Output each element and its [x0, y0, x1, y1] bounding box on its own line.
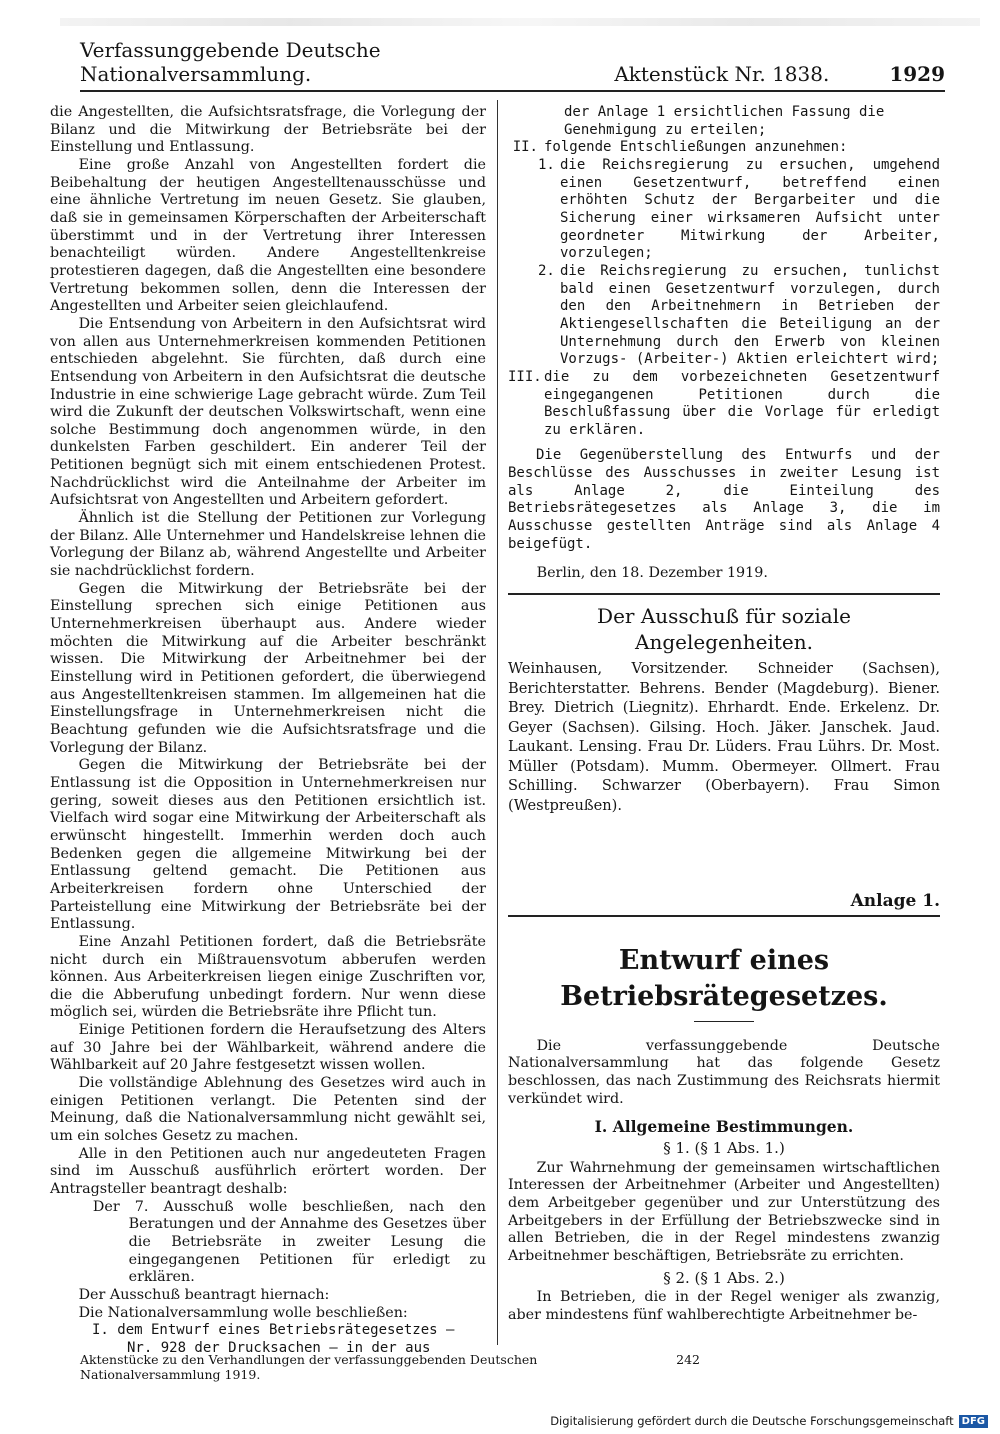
motion-item-2-text: folgende Entschließungen anzunehmen: [544, 139, 848, 156]
left-paragraph: Die vollständige Ablehnung des Gesetzes wird auch in einigen Petitionen verlangt. Die Petenten sind der Meinung, daß die Nationalversammlung nicht gewählt sei, um ein solches Gesetz zu machen. [50, 1075, 486, 1145]
left-paragraph: Gegen die Mitwirkung der Betriebsräte bei der Einstellung sprechen sich einige Petitionen aus Unternehmerkreisen überhaupt aus. Andere wieder möchten die Mitwirkung auf die Arbeiter beschränkt wissen. Die Mitwirkung der Arbeitnehmer bei der Einstellung wird in Petitionen gefordert, die überwiegend aus Angestelltenkreisen stammen. Im allgemeinen hat die Einstellungsfrage in Unternehmerkreisen nicht die Beachtung gefunden wie die Aufsichtsratsfrage und die Vorlegung der Bilanz. [50, 580, 486, 756]
resolution-item [508, 263, 940, 369]
motion-item-3-text: die zu dem vorbezeichneten Gesetzentwurf eingegangenen Petitionen durch die Beschlußfassung über die Vorlage für erledigt zu erklären. [544, 368, 940, 438]
running-header [80, 38, 945, 92]
left-paragraph: Alle in den Petitionen auch nur angedeuteten Fragen sind im Ausschuß ausführlich erörtert worden. Der Antragsteller beantragt deshalb: [50, 1145, 486, 1198]
section-heading: I. Allgemeine Bestimmungen. [594, 1117, 854, 1137]
left-paragraph: Die Nationalversammlung wolle beschließen: [78, 1304, 408, 1321]
motion-item-1-continued: der Anlage 1 ersichtlichen Fassung die Genehmigung zu erteilen; [564, 104, 885, 138]
roman-numeral: III. [508, 368, 542, 385]
committee-members: Weinhausen, Vorsitzender. Schneider (Sachsen), Berichterstatter. Behrens. Bender (Magdeburg). Biener. Brey. Dietrich (Liegnitz). Ehrhardt. Ende. Erkelenz. Dr. Geyer (Sachsen). Gilsing. Hoch. Jäker. Janschek. Jaud. Laukant. Lensing. Frau Dr. Lüders. Frau Lührs. Dr. Most. Müller (Potsdam). Mumm. Obermeyer. Ollmert. Frau Schilling. Schwarzer (Oberbayern). Frau Simon (Westpreußen). [508, 660, 940, 814]
anlage-rule [508, 915, 940, 917]
left-paragraph: Der 7. Ausschuß wolle beschließen, nach den Beratungen und der Annahme des Gesetzes über die Betriebsräte in zweiter Lesung die eingegangenen Petitionen für erledigt zu erklären. [92, 1198, 486, 1286]
footer-text: Aktenstücke zu den Verhandlungen der verfassunggebenden Deutschen Nationalversammlung 1919. [80, 1352, 538, 1382]
resolution-number: 2. [538, 262, 555, 279]
right-column [508, 104, 940, 1325]
anlage-title: Entwurf eines Betriebsrätegesetzes. [560, 944, 888, 1012]
motion-item-2 [508, 139, 940, 157]
left-paragraph: Gegen die Mitwirkung der Betriebsräte bei der Entlassung ist die Opposition in Unternehmerkreisen nur gering, soweit dieses aus den Petitionen ersichtlich ist. Vielfach wird sogar eine Mitwirkung der Arbeiterschaft als erwünscht hingestellt. Immerhin werden doch auch Bedenken gegen die allgemeine Mitwirkung bei der Entlassung geltend gemacht. Die Petitionen aus Arbeiterkreisen fordern ohne Unterschied der Parteistellung eine Mitwirkung der Betriebsräte bei der Entlassung. [50, 757, 486, 933]
left-paragraph: die Angestellten, die Aufsichtsratsfrage, die Vorlegung der Bilanz und die Mitwirkung der Betriebsräte bei der Einstellung und Entlassung. [50, 104, 486, 156]
resolution-text: die Reichsregierung zu ersuchen, umgehend einen Gesetzentwurf, betreffend einen erhöhten Schutz der Bergarbeiter und die Sicherung einer wirksameren Aufsicht unter geordneter Mitwirkung der Arbeiter, vorzulegen; [560, 156, 940, 262]
dfg-logo: DFG [959, 1415, 988, 1428]
roman-numeral: II. [512, 139, 538, 156]
left-paragraphs [50, 104, 486, 1322]
page-footer [80, 1352, 940, 1382]
column-divider [497, 100, 498, 1345]
header-page-number: 1929 [889, 62, 945, 86]
paragraph-2-heading: § 2. (§ 1 Abs. 2.) [663, 1268, 785, 1287]
left-column [50, 104, 486, 1358]
anlage-label: Anlage 1. [850, 891, 940, 912]
motion-block [508, 104, 940, 553]
motion-item-3 [508, 369, 940, 440]
credit-text: Digitalisierung gefördert durch die Deutsche Forschungsgemeinschaft [550, 1414, 954, 1428]
annex-note: Die Gegenüberstellung des Entwurfs und der Beschlüsse des Ausschusses in zweiter Lesung ist als Anlage 2, die Einteilung des Betriebsrätegesetzes als Anlage 3, die im Ausschusse gestellten Anträge sind als Anlage 4 beigefügt. [508, 447, 940, 552]
paragraph-1-heading: § 1. (§ 1 Abs. 1.) [663, 1139, 785, 1157]
motion-item-1: I. dem Entwurf eines Betriebsrätegesetzes — Nr. 928 der Drucksachen — in der aus [92, 1322, 455, 1356]
left-paragraph: Die Entsendung von Arbeitern in den Aufsichtsrat wird von allen aus Unternehmerkreisen kommenden Petitionen entschieden abgelehnt. Sie fürchten, daß durch eine Entsendung von Arbeitern in den Aufsichtsrat die deutsche Industrie in eine schwierige Lage gebracht würde. Zum Teil wird die Zukunft der deutschen Volkswirtschaft, wenn eine solche Bestimmung doch angenommen würde, in den dunkelsten Farben geschildert. Ein anderer Teil der Petitionen begnügt sich mit einem entschiedenen Protest. Nachdrücklichst wird die Anteilnahme der Arbeiter im Aufsichtsrat von Angestellten und Arbeitern gefordert. [50, 315, 486, 509]
resolution-list [508, 157, 940, 369]
header-aktenstueck: Aktenstück Nr. 1838. [614, 62, 830, 86]
footer-number: 242 [676, 1352, 700, 1367]
header-title: Verfassunggebende Deutsche Nationalversammlung. [80, 38, 381, 86]
scan-edge [60, 18, 980, 26]
digitization-credit [550, 1414, 988, 1428]
left-paragraph: Eine Anzahl Petitionen fordert, daß die Betriebsräte nicht durch ein Mißtrauensvotum abberufen werden können. Aus Arbeiterkreisen liegen einige Zuschriften vor, die die Abberufung unbedingt fordern. Nur wenn diese möglich sei, würden die Betriebsräte ihre Pflicht tun. [50, 933, 486, 1021]
left-paragraph: Einige Petitionen fordern die Heraufsetzung des Alters auf 30 Jahre bei der Wählbarkeit, während andere die Wählbarkeit auf 20 Jahre festgesetzt wissen wollen. [50, 1022, 486, 1074]
paragraph-2-text: In Betrieben, die in der Regel weniger als zwanzig, aber mindestens fünf wahlberechtigte Arbeitnehmer be- [508, 1289, 940, 1323]
title-rule [694, 1021, 754, 1022]
paragraph-1-text: Zur Wahrnehmung der gemeinsamen wirtschaftlichen Interessen der Arbeitnehmer (Arbeiter und Angestellten) dem Arbeitgeber gegenüber und zur Unterstützung des Arbeitgebers in der Erfüllung der Betriebszwecke sind in allen Betrieben, die in der Regel mindestens zwanzig Arbeitnehmer beschäftigen, Betriebsräte zu errichten. [508, 1159, 940, 1264]
resolution-text: die Reichsregierung zu ersuchen, tunlichst bald einen Gesetzentwurf vorzulegen, durch den den Arbeitnehmern in Betrieben der Aktiengesellschaften die Beteiligung an der Unternehmung durch den Erwerb von kleinen Vorzugs- (Arbeiter-) Aktien erleichtert wird; [560, 262, 940, 368]
committee-title: Der Ausschuß für soziale Angelegenheiten. [508, 593, 940, 655]
anlage-intro: Die verfassunggebende Deutsche Nationalversammlung hat das folgende Gesetz beschlossen, das nach Zustimmung des Reichsrats hiermit verkündet wird. [508, 1037, 940, 1107]
left-paragraph: Der Ausschuß beantragt hiernach: [78, 1286, 330, 1303]
left-paragraph: Ähnlich ist die Stellung der Petitionen zur Vorlegung der Bilanz. Alle Unternehmer und Handelskreise lehnen die Vorlegung der Bilanz ab, während Angestellte und Arbeiter sie nachdrücklichst fordern. [50, 510, 486, 580]
resolution-item [508, 157, 940, 263]
resolution-number: 1. [538, 156, 555, 173]
date-line: Berlin, den 18. Dezember 1919. [536, 565, 768, 582]
left-paragraph: Eine große Anzahl von Angestellten fordert die Beibehaltung der heutigen Angestelltenausschüsse und eine ähnliche Vertretung im neuen Gesetz. Sie glauben, daß sie in gemeinsamen Körperschaften der Arbeiterschaft überstimmt und in der Vertretung ihrer Interessen benachteiligt würden. Andere Angestelltenkreise protestieren dagegen, daß die Angestellten eine besondere Vertretung bekommen sollen, denn die Interessen der Angestellten und Arbeiter seien gleichlaufend. [50, 156, 486, 315]
